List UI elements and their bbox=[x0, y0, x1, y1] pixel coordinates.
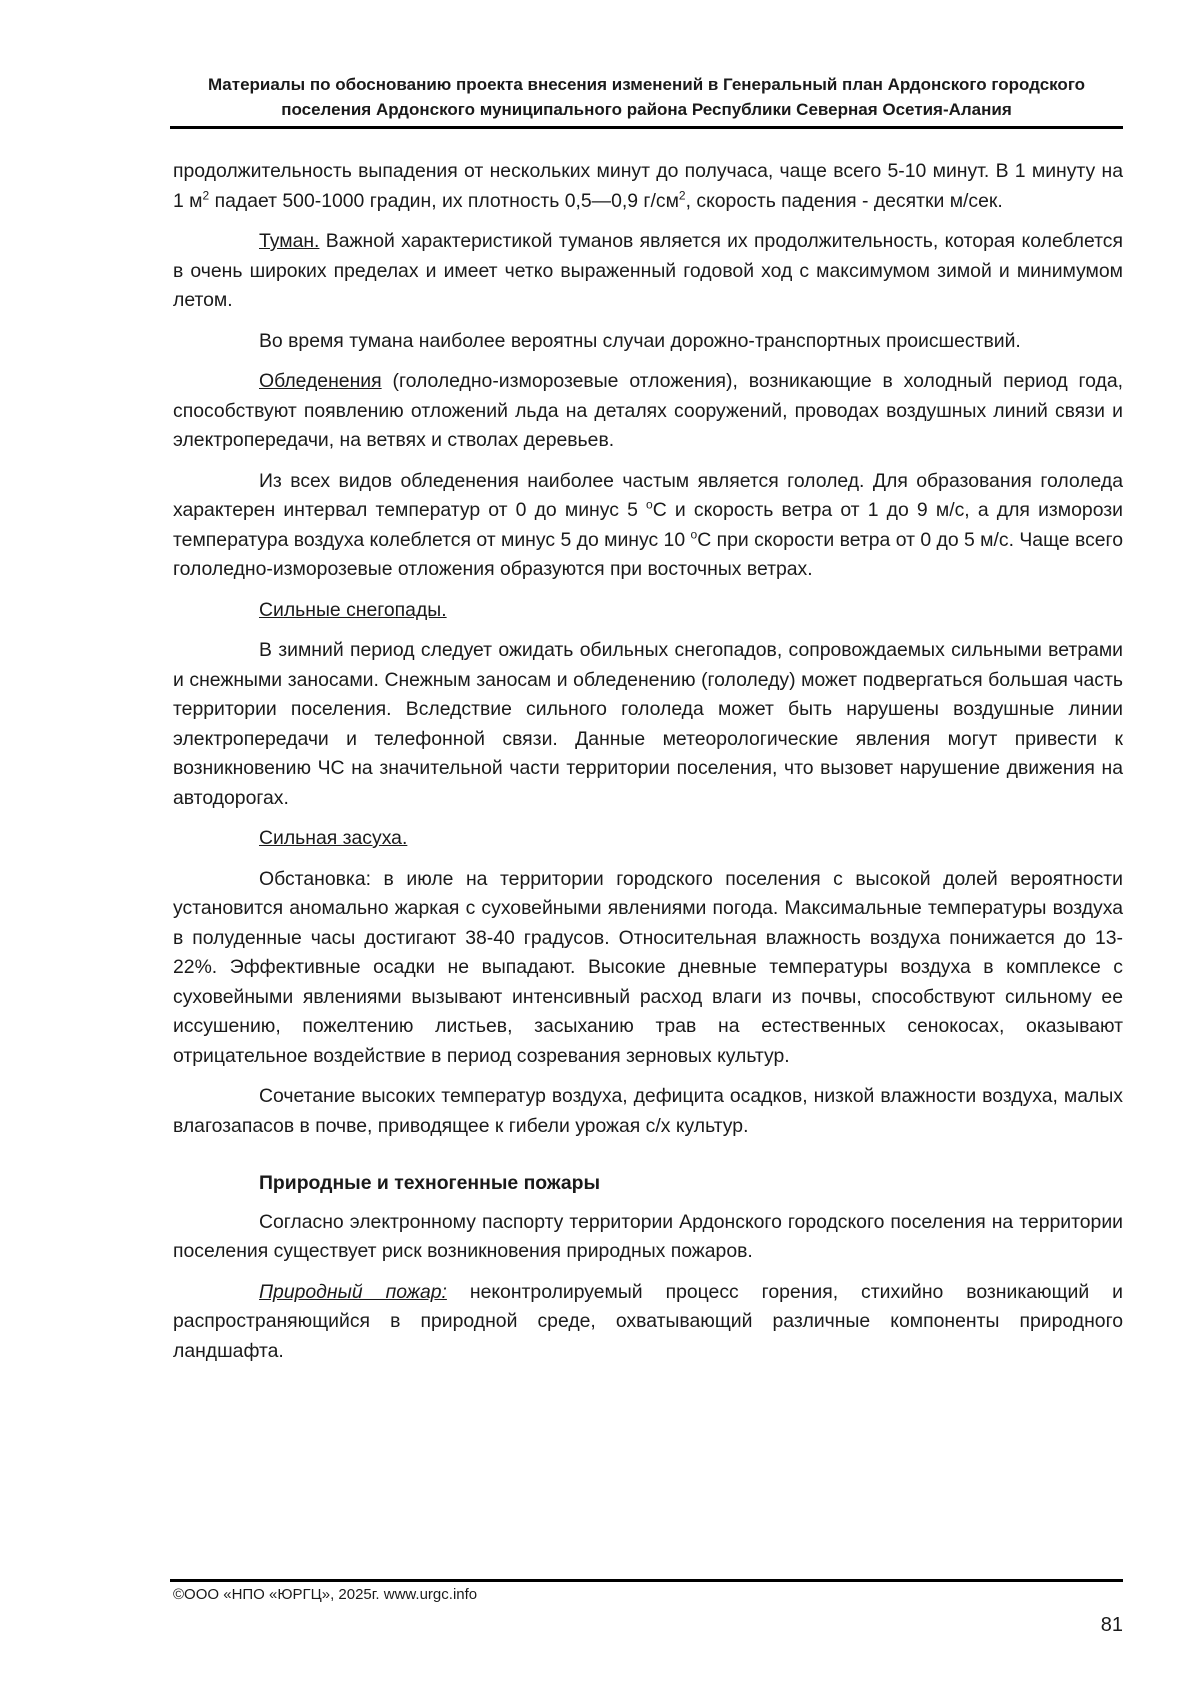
superscript: 2 bbox=[678, 188, 686, 203]
paragraph-fog-accidents: Во время тумана наиболее вероятны случаи дорожно-транспортных происшествий. bbox=[259, 329, 1021, 352]
subheading-snowfall: Сильные снегопады. bbox=[259, 598, 447, 621]
header-divider bbox=[170, 126, 1123, 129]
footer-divider bbox=[170, 1579, 1123, 1582]
paragraph-icing: Обледенения (гололедно-изморозевые отложения), возникающие в холодный период года, способствуют появлению отложений льда на деталях сооружений, проводах воздушных линий связи и электропередачи, на ветвях и стволах деревьев. bbox=[173, 370, 1123, 451]
paragraph-fire-risk: Согласно электронному паспорту территории Ардонского городского поселения на территории поселения существует риск возникновения природных пожаров. bbox=[173, 1210, 1123, 1262]
page-number: 81 bbox=[1100, 1614, 1123, 1636]
paragraph-wildfire-definition: Природный пожар: неконтролируемый процесс горения, стихийно возникающий и распространяющийся в природной среде, охватывающий различные компоненты природного ландшафта. bbox=[173, 1280, 1123, 1362]
paragraph-snowfall: В зимний период следует ожидать обильных снегопадов, сопровождаемых сильными ветрами и снежными заносами. Снежным заносам и обледенению (гололеду) может подвергаться большая часть территории поселения. Вследствие сильного гололеда может быть нарушены воздушные линии электропередачи и телефонной связи. Данные метеорологические явления могут привести к возникновению ЧС на значительной части территории поселения, что вызовет нарушение движения на автодорогах. bbox=[173, 639, 1123, 809]
header-line-1: Материалы по обоснованию проекта внесения изменений в Генеральный план Ардонского городского bbox=[207, 75, 1086, 94]
paragraph-hail: продолжительность выпадения от нескольких минут до получаса, чаще всего 5-10 минут. В 1 минуту на 1 $м^2$ падает 500-1000 градин, их плотность 0,5—0,9 $г/см^2$, скорость падения - десятки м/сек. bbox=[173, 160, 1123, 212]
degree-mark: o bbox=[646, 497, 653, 512]
paragraph-drought: Обстановка: в июле на территории городского поселения с высокой долей вероятности установится аномально жаркая с суховейными явлениями погода. Максимальные температуры воздуха в полуденные часы достигают 38-40 градусов. Относительная влажность воздуха понижается до 13-22%. Эффективные осадки не выпадают. Высокие дневные температуры воздуха в комплексе с суховейными явлениями вызывают интенсивный расход влаги из почвы, способствуют сильному ее иссушению, пожелтению листьев, засыханию трав на естественных сенокосах, оказывают отрицательное воздействие в период созревания зерновых культур. bbox=[173, 867, 1123, 1067]
superscript: 2 bbox=[202, 188, 210, 203]
page-header bbox=[170, 72, 1123, 122]
section-heading-fires: Природные и техногенные пожары bbox=[259, 1172, 601, 1194]
document-body bbox=[173, 157, 1123, 1377]
term-icing: Обледенения bbox=[259, 370, 382, 392]
header-line-2: поселения Ардонского муниципального района Республики Северная Осетия-Алания bbox=[281, 100, 1012, 119]
paragraph-fog: Туман. Важной характеристикой туманов является их продолжительность, которая колеблется в очень широких пределах и имеет четко выраженный годовой ход с максимумом зимой и минимумом летом. bbox=[173, 230, 1123, 311]
term-fog: Туман. bbox=[259, 230, 320, 252]
degree-mark: o bbox=[690, 527, 698, 542]
subheading-drought: Сильная засуха. bbox=[259, 827, 408, 849]
footer-copyright: ©ООО «НПО «ЮРГЦ», 2025г. www.urgc.info bbox=[173, 1586, 478, 1603]
paragraph-glaze: Из всех видов обледенения наиболее частым является гололед. Для образования гололеда характерен интервал температур от 0 до минус 5 $^o$С и скорость ветра от 1 до 9 м/с, а для изморози температура воздуха колеблется от минус 5 до минус 10 $^o$С при скорости ветра от 0 до 5 м/с. Чаще всего гололедно-изморозевые отложения образуются при восточных ветрах. bbox=[173, 469, 1123, 580]
term-wildfire: Природный пожар: bbox=[259, 1280, 447, 1303]
paragraph-crop-loss: Сочетание высоких температур воздуха, дефицита осадков, низкой влажности воздуха, малых влагозапасов в почве, приводящее к гибели урожая с/х культур. bbox=[173, 1085, 1123, 1137]
